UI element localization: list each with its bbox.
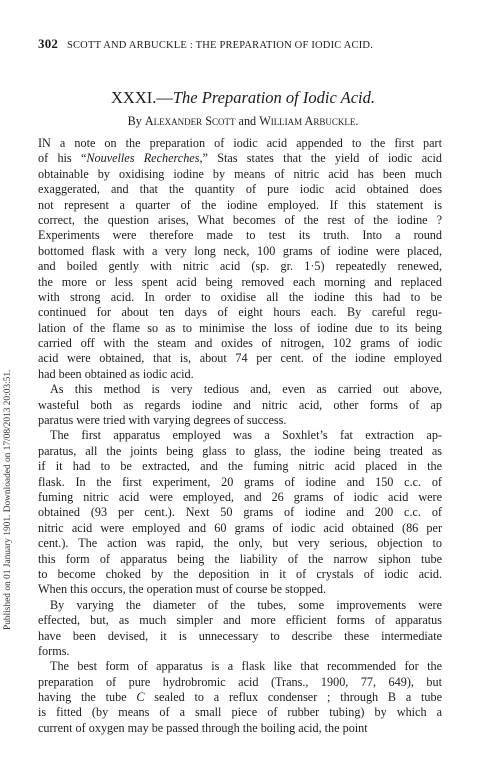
text-line: carried off with the steam and oxides of nitrogen, 102 grams of iodic (38, 336, 442, 351)
article-title (38, 88, 448, 108)
text-line: bottomed flask with a very long neck, 100 grams of iodine were placed, (38, 243, 442, 258)
text-line: nitric acid were employed and 60 grams of iodic acid obtained (86 per (38, 520, 442, 535)
text-line: of his “Nouvelles Recherches,” Stas states that the yield of iodic acid (38, 151, 442, 166)
text-line: When this occurs, the operation must of course be stopped. (38, 582, 327, 597)
text-line: wasteful both as regards iodine and nitric acid, other forms of ap (38, 397, 442, 412)
text-line: The best form of apparatus is a flask like that recommended for the (50, 659, 442, 674)
text-line: preparation of pure hydrobromic acid (Trans., 1900, 77, 649), but (38, 674, 442, 689)
text-line: obtained (93 per cent.). Next 50 grams of iodine and 200 c.c. of (38, 505, 442, 520)
text-line: have been devised, it is unnecessary to describe these intermediate (38, 628, 442, 643)
text-line: this form of apparatus being the liability of the narrow siphon tube (38, 551, 442, 566)
author-name: Alexander Scott (144, 114, 236, 128)
text-line: acid were obtained, that is, about 74 per cent. of the iodine employed (38, 351, 442, 366)
text-line: exaggerated, and that the quantity of pure iodic acid obtained does (38, 182, 442, 197)
text-line: lation of the flame so as to minimise the loss of iodine due to its being (38, 320, 442, 335)
text-line: the more or less spent acid being removed each morning and replaced (38, 274, 442, 289)
download-stamp (2, 160, 16, 630)
author-name: William Arbuckle. (259, 114, 359, 128)
text-line: having the tube C sealed to a reflux condenser ; through B a tube (38, 690, 442, 705)
article-body (38, 136, 442, 736)
text-line: effected, but, as much simpler and more efficient forms of apparatus (38, 613, 442, 628)
text-line: is fitted (by means of a small piece of rubber tubing) by which a (38, 705, 442, 720)
text-line: had been obtained as iodic acid. (38, 366, 194, 381)
text-line: if it had to be extracted, and the fuming nitric acid placed in the (38, 459, 442, 474)
article-title-text: The Preparation of Iodic Acid. (172, 88, 375, 107)
text-line: correct, the question arises, What becomes of the rest of the iodine ? (38, 212, 442, 227)
text-line: and boiled gently with nitric acid (sp. gr. 1·5) repeatedly renewed, (38, 259, 442, 274)
text-line: Experiments were therefore made to test its truth. Into a round (38, 228, 442, 243)
text-line: paratus, all the joints being glass to glass, the iodine being treated as (38, 443, 442, 458)
text-line: forms. (38, 643, 70, 658)
authors-and: and (238, 114, 257, 128)
italic-phrase: C (136, 690, 145, 705)
italic-phrase: Nouvelles Recherches, (86, 151, 203, 166)
article-authors (38, 114, 448, 129)
text-line: with strong acid. In order to oxidise all the iodine this had to be (38, 289, 442, 304)
text-line: By varying the diameter of the tubes, some improvements were (50, 597, 442, 612)
running-header (38, 36, 448, 52)
text-line: As this method is very tedious and, even as carried out above, (50, 382, 442, 397)
download-stamp-text: Published on 01 January 1901. Downloaded on 17/08/2013 20:03:51. (3, 369, 13, 630)
text-line: continued for about ten days of eight hours each. By careful regu- (38, 305, 442, 320)
authors-by: By (127, 114, 142, 128)
text-line: obtainable by oxidising iodine by means of nitric acid has been much (38, 166, 442, 181)
text-line: IN a note on the preparation of iodic acid appended to the first part (38, 136, 442, 150)
text-line: The first apparatus employed was a Soxhlet’s fat extraction ap- (50, 428, 442, 443)
text-line: not represent a quarter of the iodine employed. If this statement is (38, 197, 442, 212)
page-number: 302 (38, 36, 59, 51)
text-line: cent.). The action was rapid, the only, but very serious, objection to (38, 536, 442, 551)
text-line: current of oxygen may be passed through the boiling acid, the point (38, 720, 368, 735)
text-line: paratus were tried with varying degrees of success. (38, 413, 287, 428)
text-line: flask. In the first experiment, 20 grams of iodine and 150 c.c. of (38, 474, 442, 489)
text-line: to become choked by the deposition in it of crystals of iodic acid. (38, 566, 442, 581)
running-head-text: SCOTT AND ARBUCKLE : THE PREPARATION OF IODIC ACID. (66, 40, 374, 51)
text-line: fuming nitric acid were employed, and 26 grams of iodic acid were (38, 489, 442, 504)
article-number: XXXI.— (111, 88, 173, 107)
